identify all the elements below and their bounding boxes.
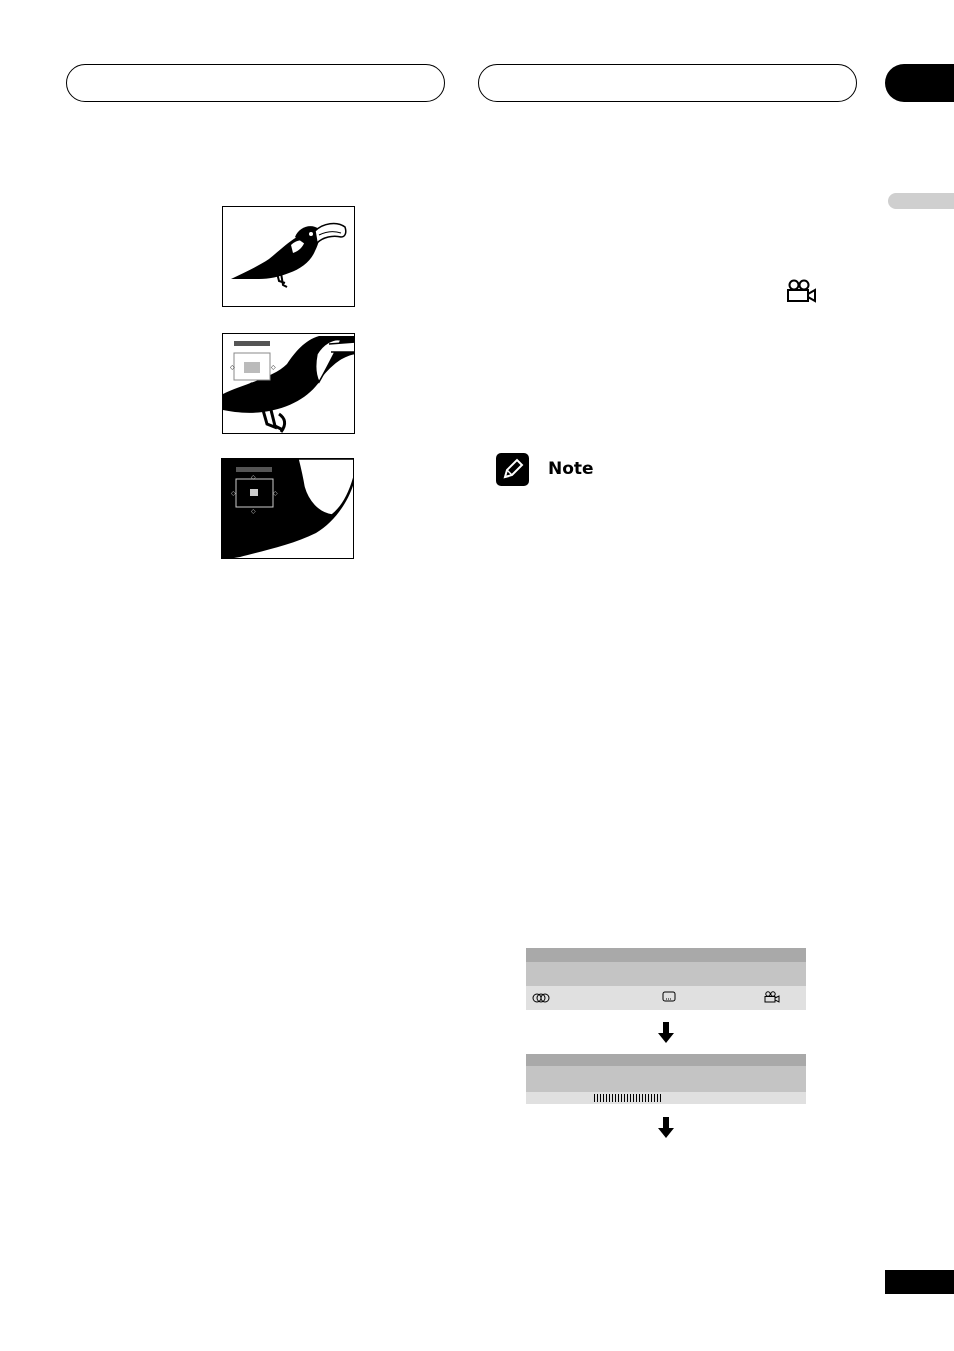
arrow-down-icon xyxy=(658,1022,674,1049)
osd-banner-2 xyxy=(526,1054,806,1104)
zoom-frame-closeup-illustration xyxy=(221,458,354,559)
camera-angle-icon xyxy=(786,279,818,308)
pencil-icon xyxy=(496,453,529,486)
toucan-illustration xyxy=(222,206,355,307)
svg-text:◇: ◇ xyxy=(249,382,254,388)
svg-text:◇: ◇ xyxy=(230,365,235,371)
osd-icon-bar xyxy=(526,986,806,1010)
header-left-pill xyxy=(66,64,445,102)
language-side-tab xyxy=(888,193,954,209)
audio-icon xyxy=(532,990,550,1008)
osd-title-bar xyxy=(526,948,806,962)
chapter-tab xyxy=(885,64,954,102)
progress-ticks xyxy=(594,1094,662,1102)
angle-icon xyxy=(764,990,780,1008)
osd-info-bar xyxy=(526,962,806,986)
osd-progress-bar xyxy=(526,1092,806,1104)
svg-text:◇: ◇ xyxy=(273,491,278,497)
subtitle-icon xyxy=(662,990,676,1008)
note-heading: Note xyxy=(548,459,594,479)
page-number-tab xyxy=(885,1270,954,1294)
svg-text:◇: ◇ xyxy=(251,475,256,481)
zoom-frame-illustration xyxy=(222,333,355,434)
arrow-down-icon xyxy=(658,1117,674,1144)
osd-banner-1 xyxy=(526,948,806,1010)
svg-text:◇: ◇ xyxy=(251,509,256,515)
osd-title-bar xyxy=(526,1054,806,1066)
svg-text:◇: ◇ xyxy=(271,365,276,371)
header-right-pill xyxy=(478,64,857,102)
svg-text:◇: ◇ xyxy=(231,491,236,497)
osd-info-bar xyxy=(526,1066,806,1092)
